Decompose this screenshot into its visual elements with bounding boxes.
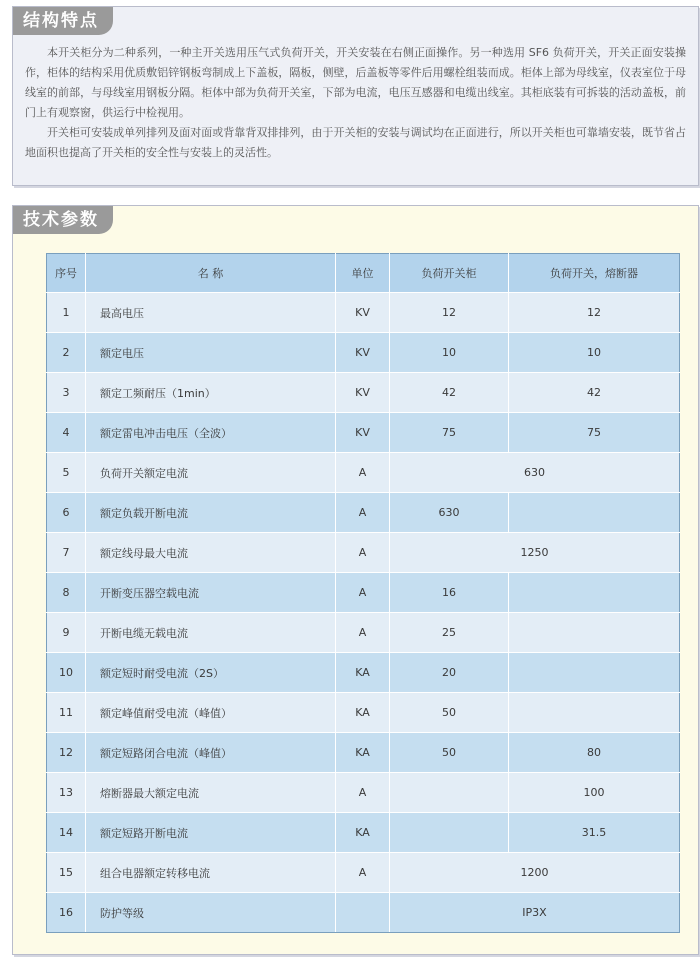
cell-unit: KV bbox=[336, 333, 390, 373]
table-row bbox=[47, 493, 680, 533]
cell-load-switch: 630 bbox=[390, 493, 509, 533]
cell-unit: A bbox=[336, 773, 390, 813]
cell-name: 防护等级 bbox=[86, 893, 336, 933]
cell-no: 12 bbox=[47, 733, 86, 773]
cell-no: 10 bbox=[47, 653, 86, 693]
table-row bbox=[47, 573, 680, 613]
table-row bbox=[47, 653, 680, 693]
structure-section bbox=[12, 6, 699, 186]
table-row bbox=[47, 533, 680, 573]
cell-fuse-combo: 10 bbox=[509, 333, 680, 373]
cell-fuse-combo: 42 bbox=[509, 373, 680, 413]
cell-load-switch bbox=[390, 813, 509, 853]
cell-load-switch: 25 bbox=[390, 613, 509, 653]
cell-load-switch: 16 bbox=[390, 573, 509, 613]
cell-unit: KA bbox=[336, 693, 390, 733]
cell-unit: A bbox=[336, 853, 390, 893]
cell-name: 额定短路开断电流 bbox=[86, 813, 336, 853]
column-header-name: 名 称 bbox=[86, 254, 336, 293]
structure-paragraph: 开关柜可安装成单列排列及面对面或背靠背双排排列，由于开关柜的安装与调试均在正面进行，所以开关柜也可靠墙安装，既节省占地面积也提高了开关柜的安全性与安装上的灵活性。 bbox=[25, 126, 686, 159]
cell-no: 5 bbox=[47, 453, 86, 493]
table-row bbox=[47, 853, 680, 893]
cell-name: 额定短路闭合电流（峰值） bbox=[86, 733, 336, 773]
cell-name: 开断电缆无载电流 bbox=[86, 613, 336, 653]
cell-merged-value: 630 bbox=[390, 453, 680, 493]
parameters-section bbox=[12, 205, 699, 955]
cell-fuse-combo: 100 bbox=[509, 773, 680, 813]
cell-name: 额定负载开断电流 bbox=[86, 493, 336, 533]
cell-name: 最高电压 bbox=[86, 293, 336, 333]
cell-no: 16 bbox=[47, 893, 86, 933]
cell-no: 11 bbox=[47, 693, 86, 733]
cell-no: 1 bbox=[47, 293, 86, 333]
cell-fuse-combo bbox=[509, 693, 680, 733]
cell-unit: A bbox=[336, 613, 390, 653]
table-row bbox=[47, 453, 680, 493]
cell-unit: KV bbox=[336, 293, 390, 333]
table-row bbox=[47, 613, 680, 653]
cell-unit: A bbox=[336, 573, 390, 613]
cell-fuse-combo: 31.5 bbox=[509, 813, 680, 853]
table-row bbox=[47, 333, 680, 373]
cell-unit: KA bbox=[336, 733, 390, 773]
cell-name: 额定雷电冲击电压（全波） bbox=[86, 413, 336, 453]
table-body bbox=[47, 293, 680, 933]
cell-merged-value: 1250 bbox=[390, 533, 680, 573]
cell-fuse-combo: 12 bbox=[509, 293, 680, 333]
cell-unit: KV bbox=[336, 413, 390, 453]
cell-merged-value: 1200 bbox=[390, 853, 680, 893]
cell-unit: A bbox=[336, 493, 390, 533]
table-row bbox=[47, 733, 680, 773]
cell-unit: A bbox=[336, 453, 390, 493]
cell-load-switch: 12 bbox=[390, 293, 509, 333]
cell-unit: KA bbox=[336, 813, 390, 853]
cell-no: 13 bbox=[47, 773, 86, 813]
cell-load-switch: 20 bbox=[390, 653, 509, 693]
cell-fuse-combo bbox=[509, 653, 680, 693]
table-row bbox=[47, 413, 680, 453]
table-row bbox=[47, 893, 680, 933]
cell-name: 额定线母最大电流 bbox=[86, 533, 336, 573]
cell-load-switch bbox=[390, 773, 509, 813]
parameters-table bbox=[46, 253, 680, 933]
cell-fuse-combo bbox=[509, 573, 680, 613]
cell-no: 8 bbox=[47, 573, 86, 613]
table-row bbox=[47, 373, 680, 413]
structure-description bbox=[25, 43, 686, 163]
cell-fuse-combo: 75 bbox=[509, 413, 680, 453]
table-row bbox=[47, 693, 680, 733]
cell-no: 6 bbox=[47, 493, 86, 533]
cell-name: 额定峰值耐受电流（峰值） bbox=[86, 693, 336, 733]
column-header-fuse-combo: 负荷开关，熔断器 bbox=[509, 254, 680, 293]
cell-name: 负荷开关额定电流 bbox=[86, 453, 336, 493]
column-header-unit: 单位 bbox=[336, 254, 390, 293]
cell-unit: KA bbox=[336, 653, 390, 693]
cell-name: 开断变压器空载电流 bbox=[86, 573, 336, 613]
column-header-load-switch: 负荷开关柜 bbox=[390, 254, 509, 293]
cell-unit: A bbox=[336, 533, 390, 573]
cell-load-switch: 10 bbox=[390, 333, 509, 373]
table-header-row bbox=[47, 254, 680, 293]
cell-load-switch: 42 bbox=[390, 373, 509, 413]
structure-paragraph: 本开关柜分为二种系列，一种主开关选用压气式负荷开关，开关安装在右侧正面操作。另一种选用 SF6 负荷开关，开关正面安装操作，柜体的结构采用优质敷铝锌钢板弯制成上下盖板，隔板，侧壁，后盖板等零件后用螺栓组装而成。柜体上部为母线室，仪表室位于母线室的前部，与母线室用钢板分隔。柜体中部为负荷开关室，下部为电流，电压互感器和电缆出线室。其柜底装有可拆装的活动盖板，前门上有观察窗，供运行中检视用。 bbox=[25, 46, 686, 119]
cell-fuse-combo: 80 bbox=[509, 733, 680, 773]
column-header-no: 序号 bbox=[47, 254, 86, 293]
cell-name: 额定工频耐压（1min） bbox=[86, 373, 336, 413]
cell-no: 15 bbox=[47, 853, 86, 893]
cell-name: 额定电压 bbox=[86, 333, 336, 373]
cell-name: 额定短时耐受电流（2S） bbox=[86, 653, 336, 693]
cell-name: 组合电器额定转移电流 bbox=[86, 853, 336, 893]
cell-fuse-combo bbox=[509, 493, 680, 533]
cell-name: 熔断器最大额定电流 bbox=[86, 773, 336, 813]
section-heading-structure: 结构特点 bbox=[13, 7, 113, 35]
cell-no: 4 bbox=[47, 413, 86, 453]
cell-no: 7 bbox=[47, 533, 86, 573]
cell-unit: KV bbox=[336, 373, 390, 413]
table-row bbox=[47, 293, 680, 333]
table-row bbox=[47, 813, 680, 853]
cell-no: 9 bbox=[47, 613, 86, 653]
cell-load-switch: 50 bbox=[390, 693, 509, 733]
cell-fuse-combo bbox=[509, 613, 680, 653]
cell-no: 3 bbox=[47, 373, 86, 413]
cell-no: 14 bbox=[47, 813, 86, 853]
cell-no: 2 bbox=[47, 333, 86, 373]
table-row bbox=[47, 773, 680, 813]
cell-merged-value: IP3X bbox=[390, 893, 680, 933]
section-heading-parameters: 技术参数 bbox=[13, 206, 113, 234]
cell-load-switch: 50 bbox=[390, 733, 509, 773]
cell-load-switch: 75 bbox=[390, 413, 509, 453]
cell-unit bbox=[336, 893, 390, 933]
